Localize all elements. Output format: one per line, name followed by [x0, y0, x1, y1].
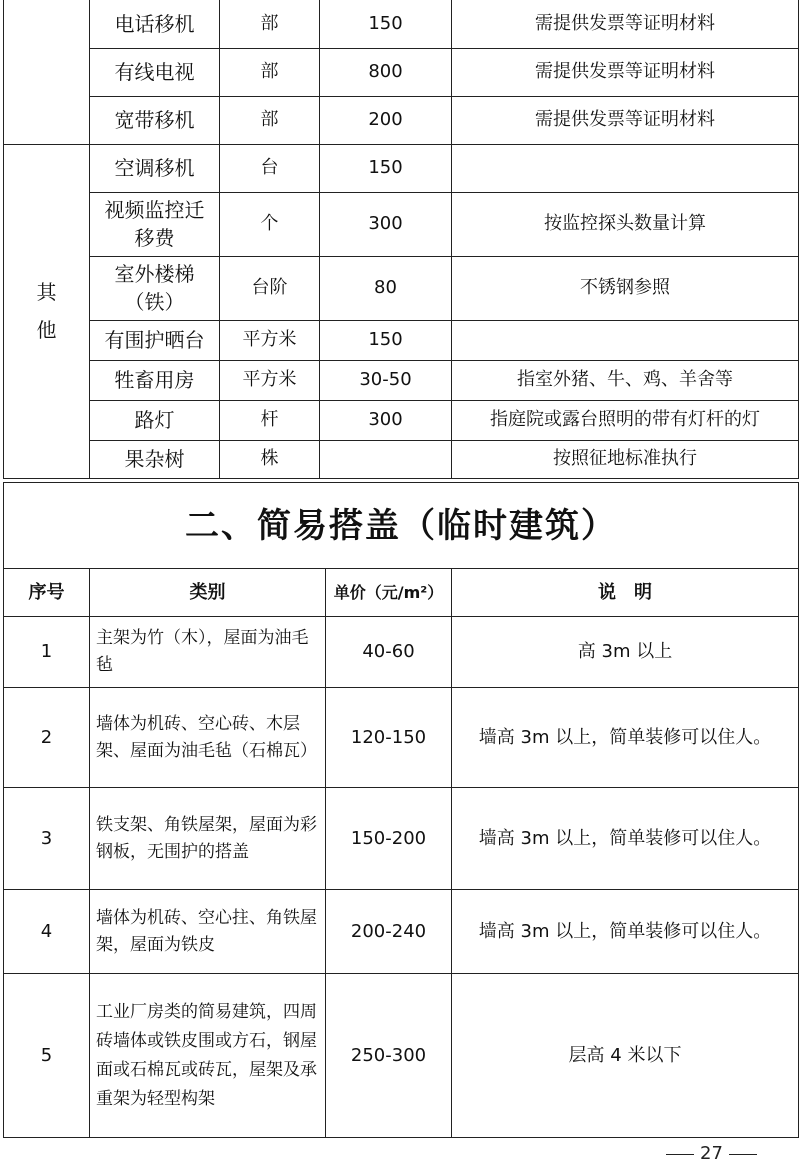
- table-row: [4, 440, 799, 478]
- unit-cell: 台: [220, 144, 320, 192]
- note-cell: 需提供发票等证明材料: [452, 96, 799, 144]
- table-row: [4, 617, 799, 688]
- price-cell: 300: [320, 192, 452, 256]
- unit-cell: 部: [220, 48, 320, 96]
- item-cell: 牲畜用房: [90, 360, 220, 400]
- row-note: 墙高 3m 以上，简单装修可以住人。: [452, 688, 799, 788]
- group-label-other: 其 他: [4, 144, 90, 478]
- row-note: 层高 4 米以下: [452, 974, 799, 1138]
- note-cell: 需提供发票等证明材料: [452, 0, 799, 48]
- section-title: 二、简易搭盖（临时建筑）: [4, 483, 799, 569]
- row-price: 250-300: [326, 974, 452, 1138]
- item-cell: 室外楼梯（铁）: [90, 256, 220, 320]
- row-type: 工业厂房类的简易建筑，四周砖墙体或铁皮围或方石，钢屋面或石棉瓦或砖瓦，屋架及承重架为轻型构架: [90, 974, 326, 1138]
- row-no: 4: [4, 890, 90, 974]
- fee-table-continued: [3, 0, 799, 479]
- unit-cell: 台阶: [220, 256, 320, 320]
- blank-group-cell: [4, 0, 90, 144]
- item-cell: 空调移机: [90, 144, 220, 192]
- row-no: 3: [4, 788, 90, 890]
- row-price: 150-200: [326, 788, 452, 890]
- price-cell: 150: [320, 144, 452, 192]
- price-cell: 30-50: [320, 360, 452, 400]
- note-cell: [452, 320, 799, 360]
- table-row: [4, 360, 799, 400]
- simple-structure-table: [3, 482, 799, 1138]
- footer-dash: [666, 1154, 694, 1155]
- note-cell: 按监控探头数量计算: [452, 192, 799, 256]
- header-no: 序号: [4, 569, 90, 617]
- table-row: [4, 688, 799, 788]
- page-footer: [660, 1143, 763, 1164]
- note-cell: [452, 144, 799, 192]
- header-row: [4, 569, 799, 617]
- table-row: [4, 400, 799, 440]
- note-cell: 不锈钢参照: [452, 256, 799, 320]
- note-cell: 需提供发票等证明材料: [452, 48, 799, 96]
- row-note: 高 3m 以上: [452, 617, 799, 688]
- row-type: 墙体为机砖、空心砖、木层架、屋面为油毛毡（石棉瓦）: [90, 688, 326, 788]
- price-cell: 80: [320, 256, 452, 320]
- unit-cell: 平方米: [220, 360, 320, 400]
- item-cell: 宽带移机: [90, 96, 220, 144]
- table-row: [4, 48, 799, 96]
- unit-cell: 杆: [220, 400, 320, 440]
- page-number: 27: [700, 1143, 723, 1164]
- note-cell: 指庭院或露台照明的带有灯杆的灯: [452, 400, 799, 440]
- row-price: 120-150: [326, 688, 452, 788]
- section-title-row: [4, 483, 799, 569]
- price-cell: 800: [320, 48, 452, 96]
- item-cell: 有线电视: [90, 48, 220, 96]
- row-no: 1: [4, 617, 90, 688]
- price-cell: 200: [320, 96, 452, 144]
- unit-cell: 部: [220, 0, 320, 48]
- item-cell: 果杂树: [90, 440, 220, 478]
- table-row: [4, 320, 799, 360]
- table-row: [4, 96, 799, 144]
- row-note: 墙高 3m 以上，简单装修可以住人。: [452, 788, 799, 890]
- price-cell: 150: [320, 320, 452, 360]
- table-row: [4, 192, 799, 256]
- header-type: 类别: [90, 569, 326, 617]
- table-row: [4, 0, 799, 48]
- row-price: 200-240: [326, 890, 452, 974]
- row-no: 5: [4, 974, 90, 1138]
- footer-dash: [729, 1154, 757, 1155]
- item-cell: 路灯: [90, 400, 220, 440]
- price-cell: 300: [320, 400, 452, 440]
- note-cell: 按照征地标准执行: [452, 440, 799, 478]
- table-row: [4, 256, 799, 320]
- unit-cell: 部: [220, 96, 320, 144]
- row-price: 40-60: [326, 617, 452, 688]
- table-row: [4, 144, 799, 192]
- table-row: [4, 974, 799, 1138]
- note-cell: 指室外猪、牛、鸡、羊舍等: [452, 360, 799, 400]
- unit-cell: 平方米: [220, 320, 320, 360]
- table-row: [4, 890, 799, 974]
- unit-cell: 株: [220, 440, 320, 478]
- row-type: 墙体为机砖、空心拄、角铁屋架，屋面为铁皮: [90, 890, 326, 974]
- table-row: [4, 788, 799, 890]
- item-cell: 视频监控迁移费: [90, 192, 220, 256]
- row-no: 2: [4, 688, 90, 788]
- unit-cell: 个: [220, 192, 320, 256]
- price-cell: [320, 440, 452, 478]
- row-type: 主架为竹（木），屋面为油毛毡: [90, 617, 326, 688]
- item-cell: 电话移机: [90, 0, 220, 48]
- row-type: 铁支架、角铁屋架，屋面为彩钢板，无围护的搭盖: [90, 788, 326, 890]
- row-note: 墙高 3m 以上，简单装修可以住人。: [452, 890, 799, 974]
- item-cell: 有围护晒台: [90, 320, 220, 360]
- price-cell: 150: [320, 0, 452, 48]
- header-note: 说 明: [452, 569, 799, 617]
- header-price: 单价（元/m²）: [326, 569, 452, 617]
